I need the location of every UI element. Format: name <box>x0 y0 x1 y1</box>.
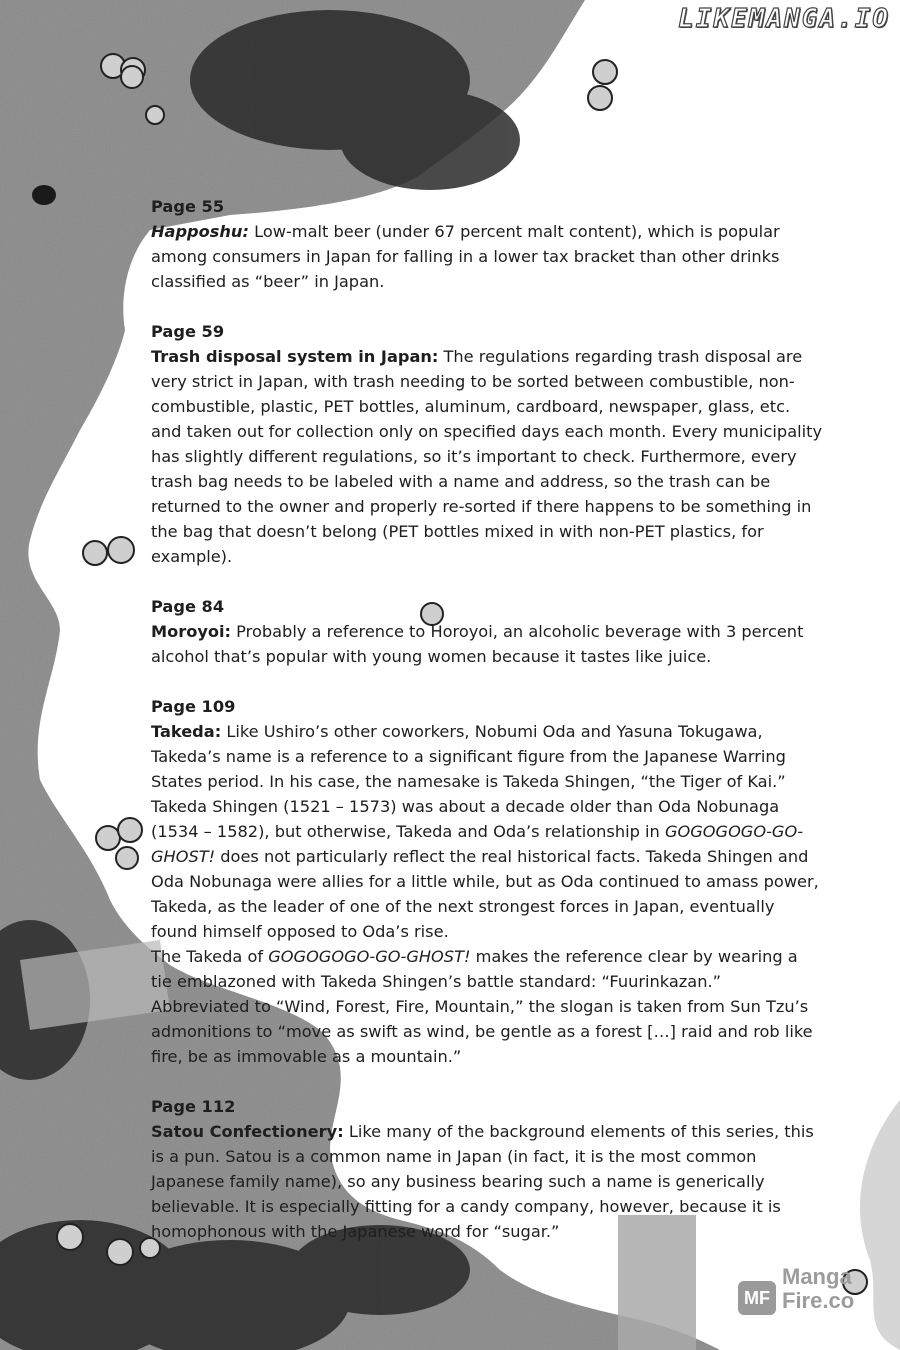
note-term: Satou Confectionery: <box>151 1122 344 1141</box>
series-title: GOGOGOGO-GO-GHOST! <box>151 822 804 866</box>
note-text: The regulations regarding trash disposal are very strict in Japan, with trash needing to be sorted between combustible, non-combustible, plastic, PET bottles, aluminum, cardboard, newspaper, glass, etc. and taken out for collection only on specified days each month. Every municipality has slightly different regulations, so it’s important to check. Furthermore, every trash bag needs to be labeled with a name and address, so the trash can be returned to the owner and properly re-sorted if there happens to be something in the bag that doesn’t belong (PET bottles mixed in with non-PET plastics, for example). <box>151 347 823 566</box>
note-page-109 <box>151 694 823 1069</box>
note-page-84 <box>151 594 823 669</box>
note-term: Trash disposal system in Japan: <box>151 347 439 366</box>
note-page-label: Page 109 <box>151 697 236 716</box>
stray-blot <box>32 185 56 205</box>
note-page-label: Page 59 <box>151 322 225 341</box>
note-term: Happoshu: <box>151 222 249 241</box>
note-text: Like many of the background elements of this series, this is a pun. Satou is a common name in Japan (in fact, it is the most common Japanese family name), so any business bearing such a name is generically believable. It is especially fitting for a candy company, however, because it is homophonous with the Japanese word for “sugar.” <box>151 1122 814 1241</box>
logo-line-1: Manga <box>782 1264 852 1289</box>
series-title: GOGOGOGO-GO-GHOST! <box>268 947 471 966</box>
note-term: Takeda: <box>151 722 222 741</box>
note-text: Like Ushiro’s other coworkers, Nobumi Oda and Yasuna Tokugawa, Takeda’s name is a reference to a significant figure from the Japanese Warring States period. In his case, the namesake is Takeda Shingen, “the Tiger of Kai.” Takeda Shingen (1521 – 1573) was about a decade older than Oda Nobunaga (1534 – 1582), but otherwise, Takeda and Oda’s relationship in <box>151 722 786 841</box>
note-page-55 <box>151 194 823 294</box>
note-text: makes the reference clear by wearing a tie emblazoned with Takeda Shingen’s battle standard: “Fuurinkazan.” Abbreviated to “Wind, Forest, Fire, Mountain,” the slogan is taken from Sun Tzu’s admonitions to “move as swift as wind, be gentle as a forest […] raid and rob like fire, be as immovable as a mountain.” <box>151 947 813 1066</box>
translation-notes <box>151 194 823 1269</box>
note-text: Low-malt beer (under 67 percent malt content), which is popular among consumers in Japan for falling in a lower tax bracket than other drinks classified as “beer” in Japan. <box>151 222 780 291</box>
site-watermark: LIKEMANGA.IO <box>678 4 890 34</box>
note-text: Probably a reference to Horoyoi, an alcoholic beverage with 3 percent alcohol that’s popular with young women because it tastes like juice. <box>151 622 804 666</box>
logo-badge: MF <box>738 1281 776 1315</box>
note-text: does not particularly reflect the real historical facts. Takeda Shingen and Oda Nobunaga were allies for a little while, but as Oda continued to amass power, Takeda, as the leader of one of the next strongest forces in Japan, eventually found himself opposed to Oda’s rise. <box>151 847 819 941</box>
note-term: Moroyoi: <box>151 622 232 641</box>
mangafire-logo <box>738 1263 878 1318</box>
note-text: The Takeda of <box>151 947 269 966</box>
note-page-label: Page 55 <box>151 197 225 216</box>
note-page-label: Page 84 <box>151 597 225 616</box>
note-page-59 <box>151 319 823 569</box>
note-page-112 <box>151 1094 823 1244</box>
logo-line-2: Fire.co <box>782 1288 855 1313</box>
note-page-label: Page 112 <box>151 1097 236 1116</box>
